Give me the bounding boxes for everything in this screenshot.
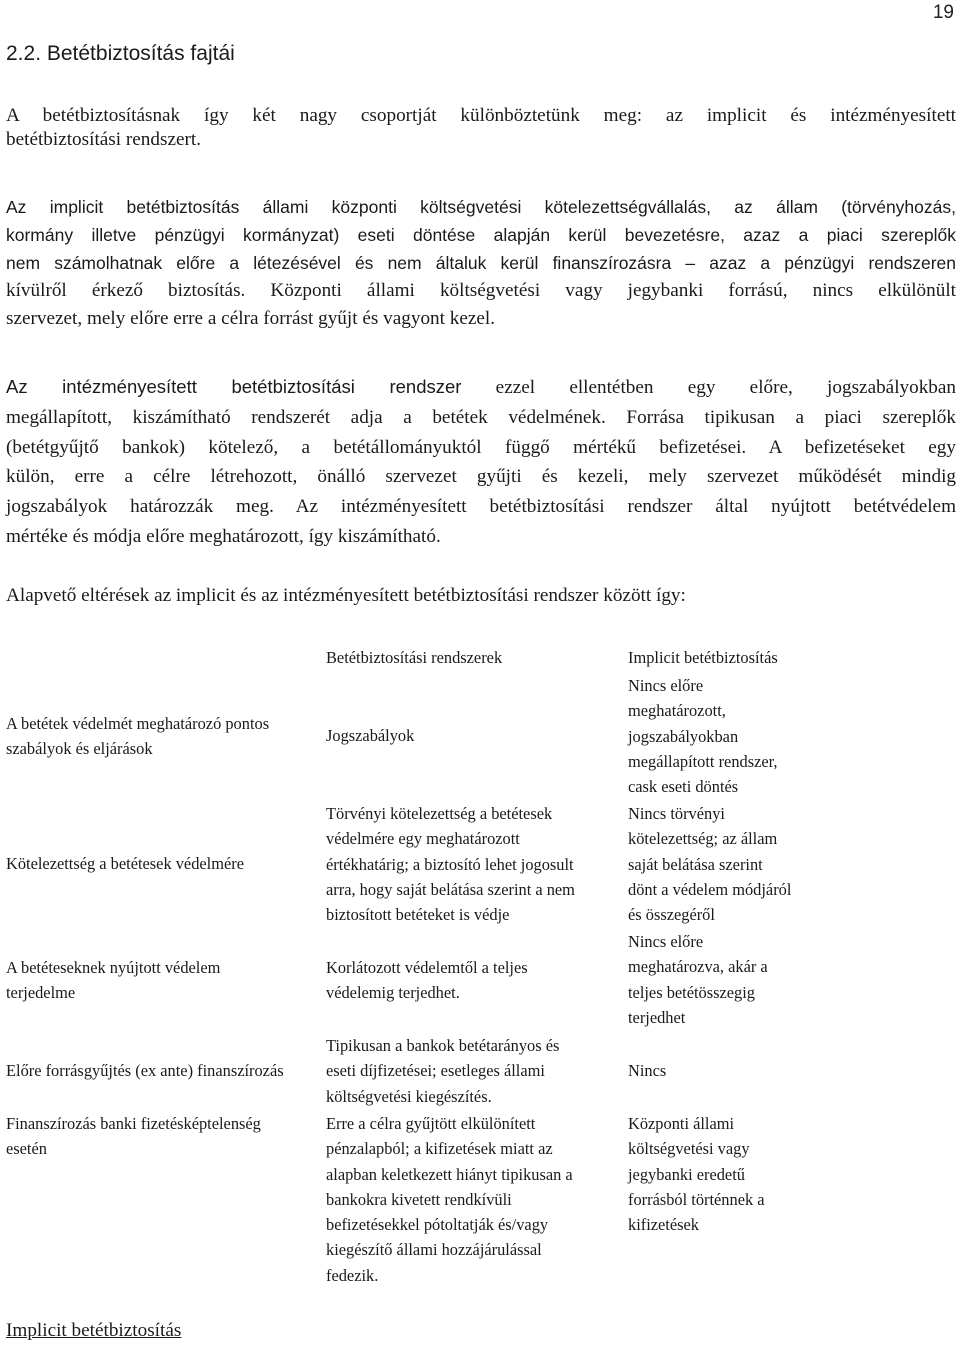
paragraph-implicit <box>6 193 956 333</box>
paragraph-institutional <box>6 372 956 552</box>
text-line: mértéke és módja előre meghatározott, így kiszámítható. <box>6 525 441 547</box>
institutional-term: Az intézményesített betétbiztosítási rendszer <box>6 376 462 397</box>
table-cell-institutional: Korlátozott védelemtől a teljes védelemig terjedhet. <box>326 958 528 1003</box>
table-row-label: Kötelezettség a betétesek védelmére <box>6 854 244 873</box>
table-row-label: A betétek védelmét meghatározó pontos szabályok és eljárások <box>6 714 270 759</box>
text-line: (betétgyűjtő bankok) kötelező, a betétállományuktól függő mértékű befizetései. A befizetéseket egy <box>6 436 956 458</box>
table-cell-institutional: Jogszabályok <box>326 726 415 745</box>
subsection-heading-implicit: Implicit betétbiztosítás <box>6 1320 182 1341</box>
table-cell-implicit: Nincs előre meghatározva, akár a teljes betétösszegig terjedhet <box>628 932 768 1027</box>
table-row-label: A betéteseknek nyújtott védelem terjedelme <box>6 958 221 1003</box>
table-cell-implicit: Nincs <box>628 1061 667 1080</box>
table-cell-implicit: Nincs előre meghatározott, jogszabályokban megállapított rendszer, cask eseti döntés <box>628 676 778 797</box>
text-line: nem számolhatnak előre a létezésével és nem általuk kerül finanszírozásra – azaz a pénzügyi rendszeren <box>6 253 956 273</box>
text-line: jogszabályok határozzák meg. Az intézményesített betétbiztosítási rendszer által nyújtott betétvédelem <box>6 496 956 518</box>
table-cell-institutional: Tipikusan a bankok betétarányos és eseti díjfizetései; esetleges állami költségvetési kiegészítés. <box>326 1036 560 1106</box>
table-cell-implicit: Nincs törvényi kötelezettség; az állam saját belátása szerint dönt a védelem módjáról és összegéről <box>628 804 792 925</box>
page-number: 19 <box>932 2 954 23</box>
text-line: külön, erre a célre létrehozott, önálló szervezet gyűjti és kezeli, mely szervezet működését mindig <box>6 466 956 488</box>
text-line: kormány illetve pénzügyi kormányzat) eseti döntése alapján kerül bevezetésre, azaz a piaci szereplők <box>6 225 956 245</box>
text-line: kívülről érkező biztosítás. Központi állami költségvetési vagy jegybanki forrású, nincs elkülönült <box>6 280 956 301</box>
table-intro: Alapvető eltérések az implicit és az intézményesített betétbiztosítási rendszer között így: <box>6 585 686 606</box>
table-header-institutional: Betétbiztosítási rendszerek <box>326 648 503 667</box>
text-line: ezzel ellentétben egy előre, jogszabályokban <box>461 377 957 398</box>
table-cell-institutional: Törvényi kötelezettség a betétesek védelmére egy meghatározott értékhatárig; a biztosító lehet jogosult arra, hogy saját belátása szerint a nem biztosított betéteket is védje <box>326 804 575 925</box>
table-row-label: Előre forrásgyűjtés (ex ante) finanszírozás <box>6 1061 284 1080</box>
paragraph-intro <box>6 101 956 155</box>
table-cell-institutional: Erre a célra gyűjtött elkülönített pénzalapból; a kifizetések miatt az alapban keletkezett hiányt tipikusan a bankokra kivetett rendkívüli befizetésekkel pótoltatják és/vagy kiegészítő állami hozzájárulással fedezik. <box>326 1114 573 1285</box>
section-heading: 2.2. Betétbiztosítás fajtái <box>6 42 235 65</box>
text-line: betétbiztosítási rendszert. <box>6 129 202 150</box>
text-line: szervezet, mely előre erre a célra forrást gyűjt és vagyont kezel. <box>6 308 496 329</box>
implicit-term: Az implicit betétbiztosítás <box>6 197 240 217</box>
text-line: A betétbiztosításnak így két nagy csoportját különböztetünk meg: az implicit és intézményesített <box>6 105 956 126</box>
table-header-implicit: Implicit betétbiztosítás <box>628 648 778 667</box>
table-cell-implicit: Központi állami költségvetési vagy jegybanki eredetű forrásból történnek a kifizetések <box>628 1114 765 1235</box>
table-row-label: Finanszírozás banki fizetésképtelenség esetén <box>6 1114 261 1159</box>
text-line: állami központi költségvetési kötelezettségvállalás, az állam (törvényhozás, <box>239 197 956 217</box>
text-line: megállapított, kiszámítható rendszerét adja a betétek védelmének. Forrása tipikusan a piaci szereplők <box>6 406 956 428</box>
